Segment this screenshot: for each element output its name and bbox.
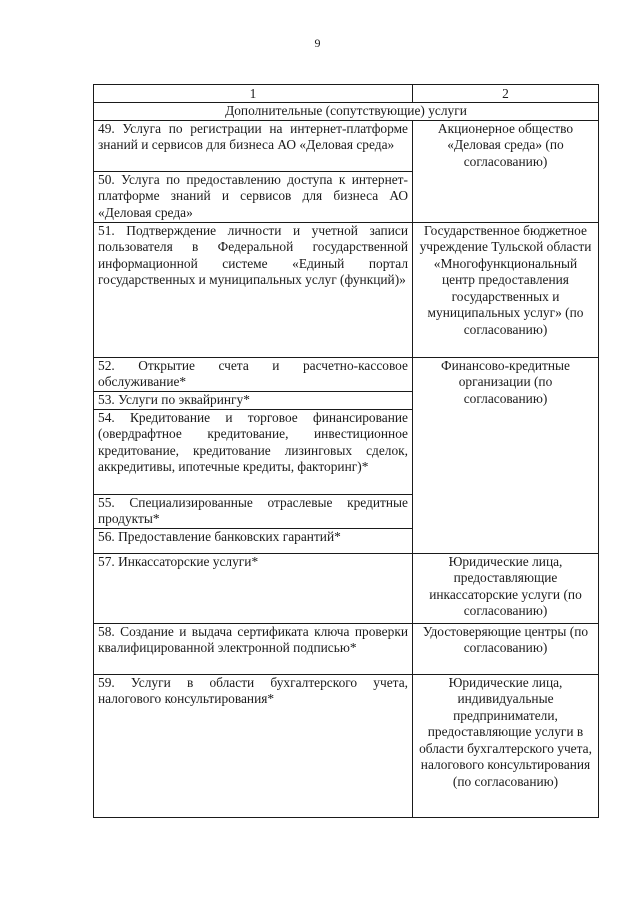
service-54: 54. Кредитование и торговое финансирование (овердрафтное кредитование, инвестиционное кредитование, кредитование лизинговых сделок, аккредитивы, ипотечные кредиты, факторинг)* bbox=[94, 409, 413, 494]
provider-accounting: Юридические лица, индивидуальные предприниматели, предоставляющие услуги в области бухгалтерского учета, налогового консультирования (по согласованию) bbox=[413, 674, 599, 817]
table-row bbox=[94, 357, 599, 391]
column-number-1: 1 bbox=[94, 85, 413, 103]
table-row bbox=[94, 674, 599, 817]
service-51: 51. Подтверждение личности и учетной записи пользователя в Федеральной государственной информационной системе «Единый портал государственных и муниципальных услуг (функций)» bbox=[94, 222, 413, 357]
service-56: 56. Предоставление банковских гарантий* bbox=[94, 528, 413, 553]
provider-delovaya-sreda: Акционерное общество «Деловая среда» (по согласованию) bbox=[413, 120, 599, 222]
provider-cash-collection: Юридические лица, предоставляющие инкассаторские услуги (по согласованию) bbox=[413, 553, 599, 623]
service-53: 53. Услуги по эквайрингу* bbox=[94, 391, 413, 409]
column-number-row bbox=[94, 85, 599, 103]
provider-certification-centers: Удостоверяющие центры (по согласованию) bbox=[413, 623, 599, 674]
provider-financial-orgs: Финансово-кредитные организации (по согласованию) bbox=[413, 357, 599, 553]
service-59: 59. Услуги в области бухгалтерского учета, налогового консультирования* bbox=[94, 674, 413, 817]
table-row bbox=[94, 120, 599, 171]
service-58: 58. Создание и выдача сертификата ключа проверки квалифицированной электронной подписью* bbox=[94, 623, 413, 674]
section-title: Дополнительные (сопутствующие) услуги bbox=[94, 103, 599, 121]
service-55: 55. Специализированные отраслевые кредитные продукты* bbox=[94, 494, 413, 528]
section-header-row bbox=[94, 103, 599, 121]
table-row bbox=[94, 222, 599, 357]
page-number: 9 bbox=[314, 36, 321, 50]
column-number-2: 2 bbox=[413, 85, 599, 103]
service-49: 49. Услуга по регистрации на интернет-платформе знаний и сервисов для бизнеса АО «Деловая среда» bbox=[94, 120, 413, 171]
services-table bbox=[93, 84, 599, 818]
table-row bbox=[94, 553, 599, 623]
provider-mfc: Государственное бюджетное учреждение Тульской области «Многофункциональный центр предоставления государственных и муниципальных услуг» (по согласованию) bbox=[413, 222, 599, 357]
service-50: 50. Услуга по предоставлению доступа к интернет-платформе знаний и сервисов для бизнеса АО «Деловая среда» bbox=[94, 171, 413, 222]
service-52: 52. Открытие счета и расчетно-кассовое обслуживание* bbox=[94, 357, 413, 391]
table-row bbox=[94, 623, 599, 674]
service-57: 57. Инкассаторские услуги* bbox=[94, 553, 413, 623]
